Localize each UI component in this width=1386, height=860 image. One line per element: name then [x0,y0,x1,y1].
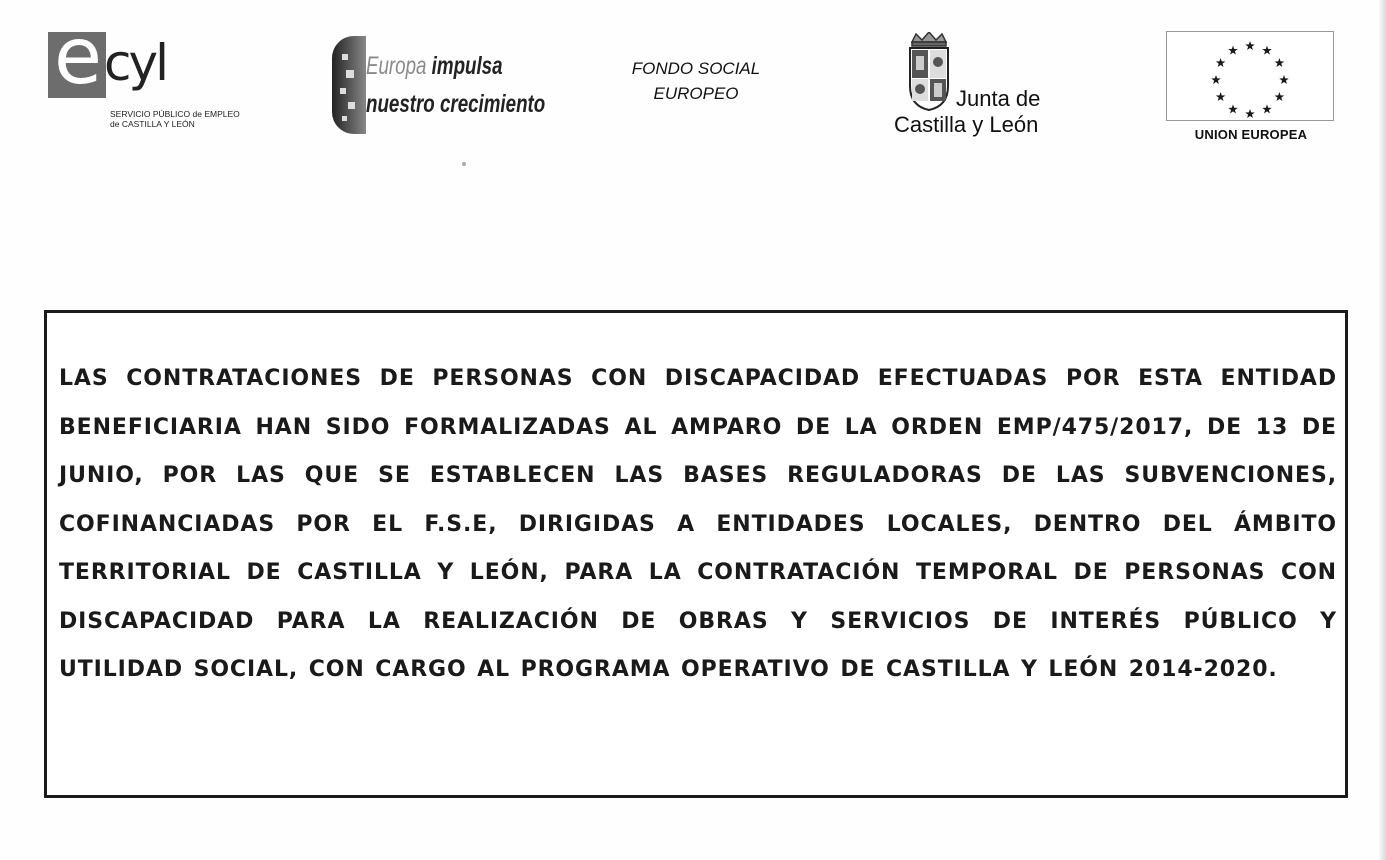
ecyl-e-box [48,12,106,102]
fse-line2: EUROPEO [653,84,739,103]
ecyl-cyl-text: cyl [104,34,166,92]
junta-castilla-leon-logo [890,32,1065,142]
page-edge-shadow [1378,0,1386,860]
union-europea-logo [1166,31,1336,143]
ecyl-subtitle-line2: de CASTILLA Y LEÓN [110,119,195,129]
junta-line2: Castilla y León [894,112,1039,137]
impulsa-word: impulsa [431,52,503,80]
junta-line1: Junta de [956,86,1041,111]
scan-speck [462,162,466,166]
fondo-social-europeo-label [596,56,796,106]
ecyl-e-letter: e [54,12,102,102]
notice-text: LAS CONTRATACIONES DE PERSONAS CON DISCAPACIDAD EFECTUADAS POR ESTA ENTIDAD BENEFICIARIA HAN SIDO FORMALIZADAS AL AMPARO DE LA ORDEN EMP/475/2017, DE 13 DE JUNIO, POR LAS QUE SE ESTABLECEN LAS BASES REGULADORAS DE LAS SUBVENCIONES, COFINANCIADAS POR EL F.S.E, DIRIGIDAS A ENTIDADES LOCALES, DENTRO DEL ÁMBITO TERRITORIAL DE CASTILLA Y LEÓN, PARA LA CONTRATACIÓN TEMPORAL DE PERSONAS CON DISCAPACIDAD PARA LA REALIZACIÓN DE OBRAS Y SERVICIOS DE INTERÉS PÚBLICO Y UTILIDAD SOCIAL, CON CARGO AL PROGRAMA OPERATIVO DE CASTILLA Y LEÓN 2014-2020. [59,366,1337,682]
ecyl-logo [48,12,248,140]
europa-impulsa-logo [332,34,546,134]
europa-slogan-line1 [366,54,503,79]
eu-flag-icon [1166,31,1334,121]
ecyl-subtitle-line1: SERVICIO PÚBLICO de EMPLEO [110,109,240,119]
europa-word: Europa [366,52,427,80]
europa-slogan-line2: nuestro crecimiento [366,90,546,118]
europa-shield-icon [332,36,366,134]
eu-caption: UNION EUROPEA [1194,127,1308,142]
notice-box [44,310,1348,798]
fse-line1: FONDO SOCIAL [631,59,761,78]
junta-coat-of-arms-icon [906,32,952,112]
